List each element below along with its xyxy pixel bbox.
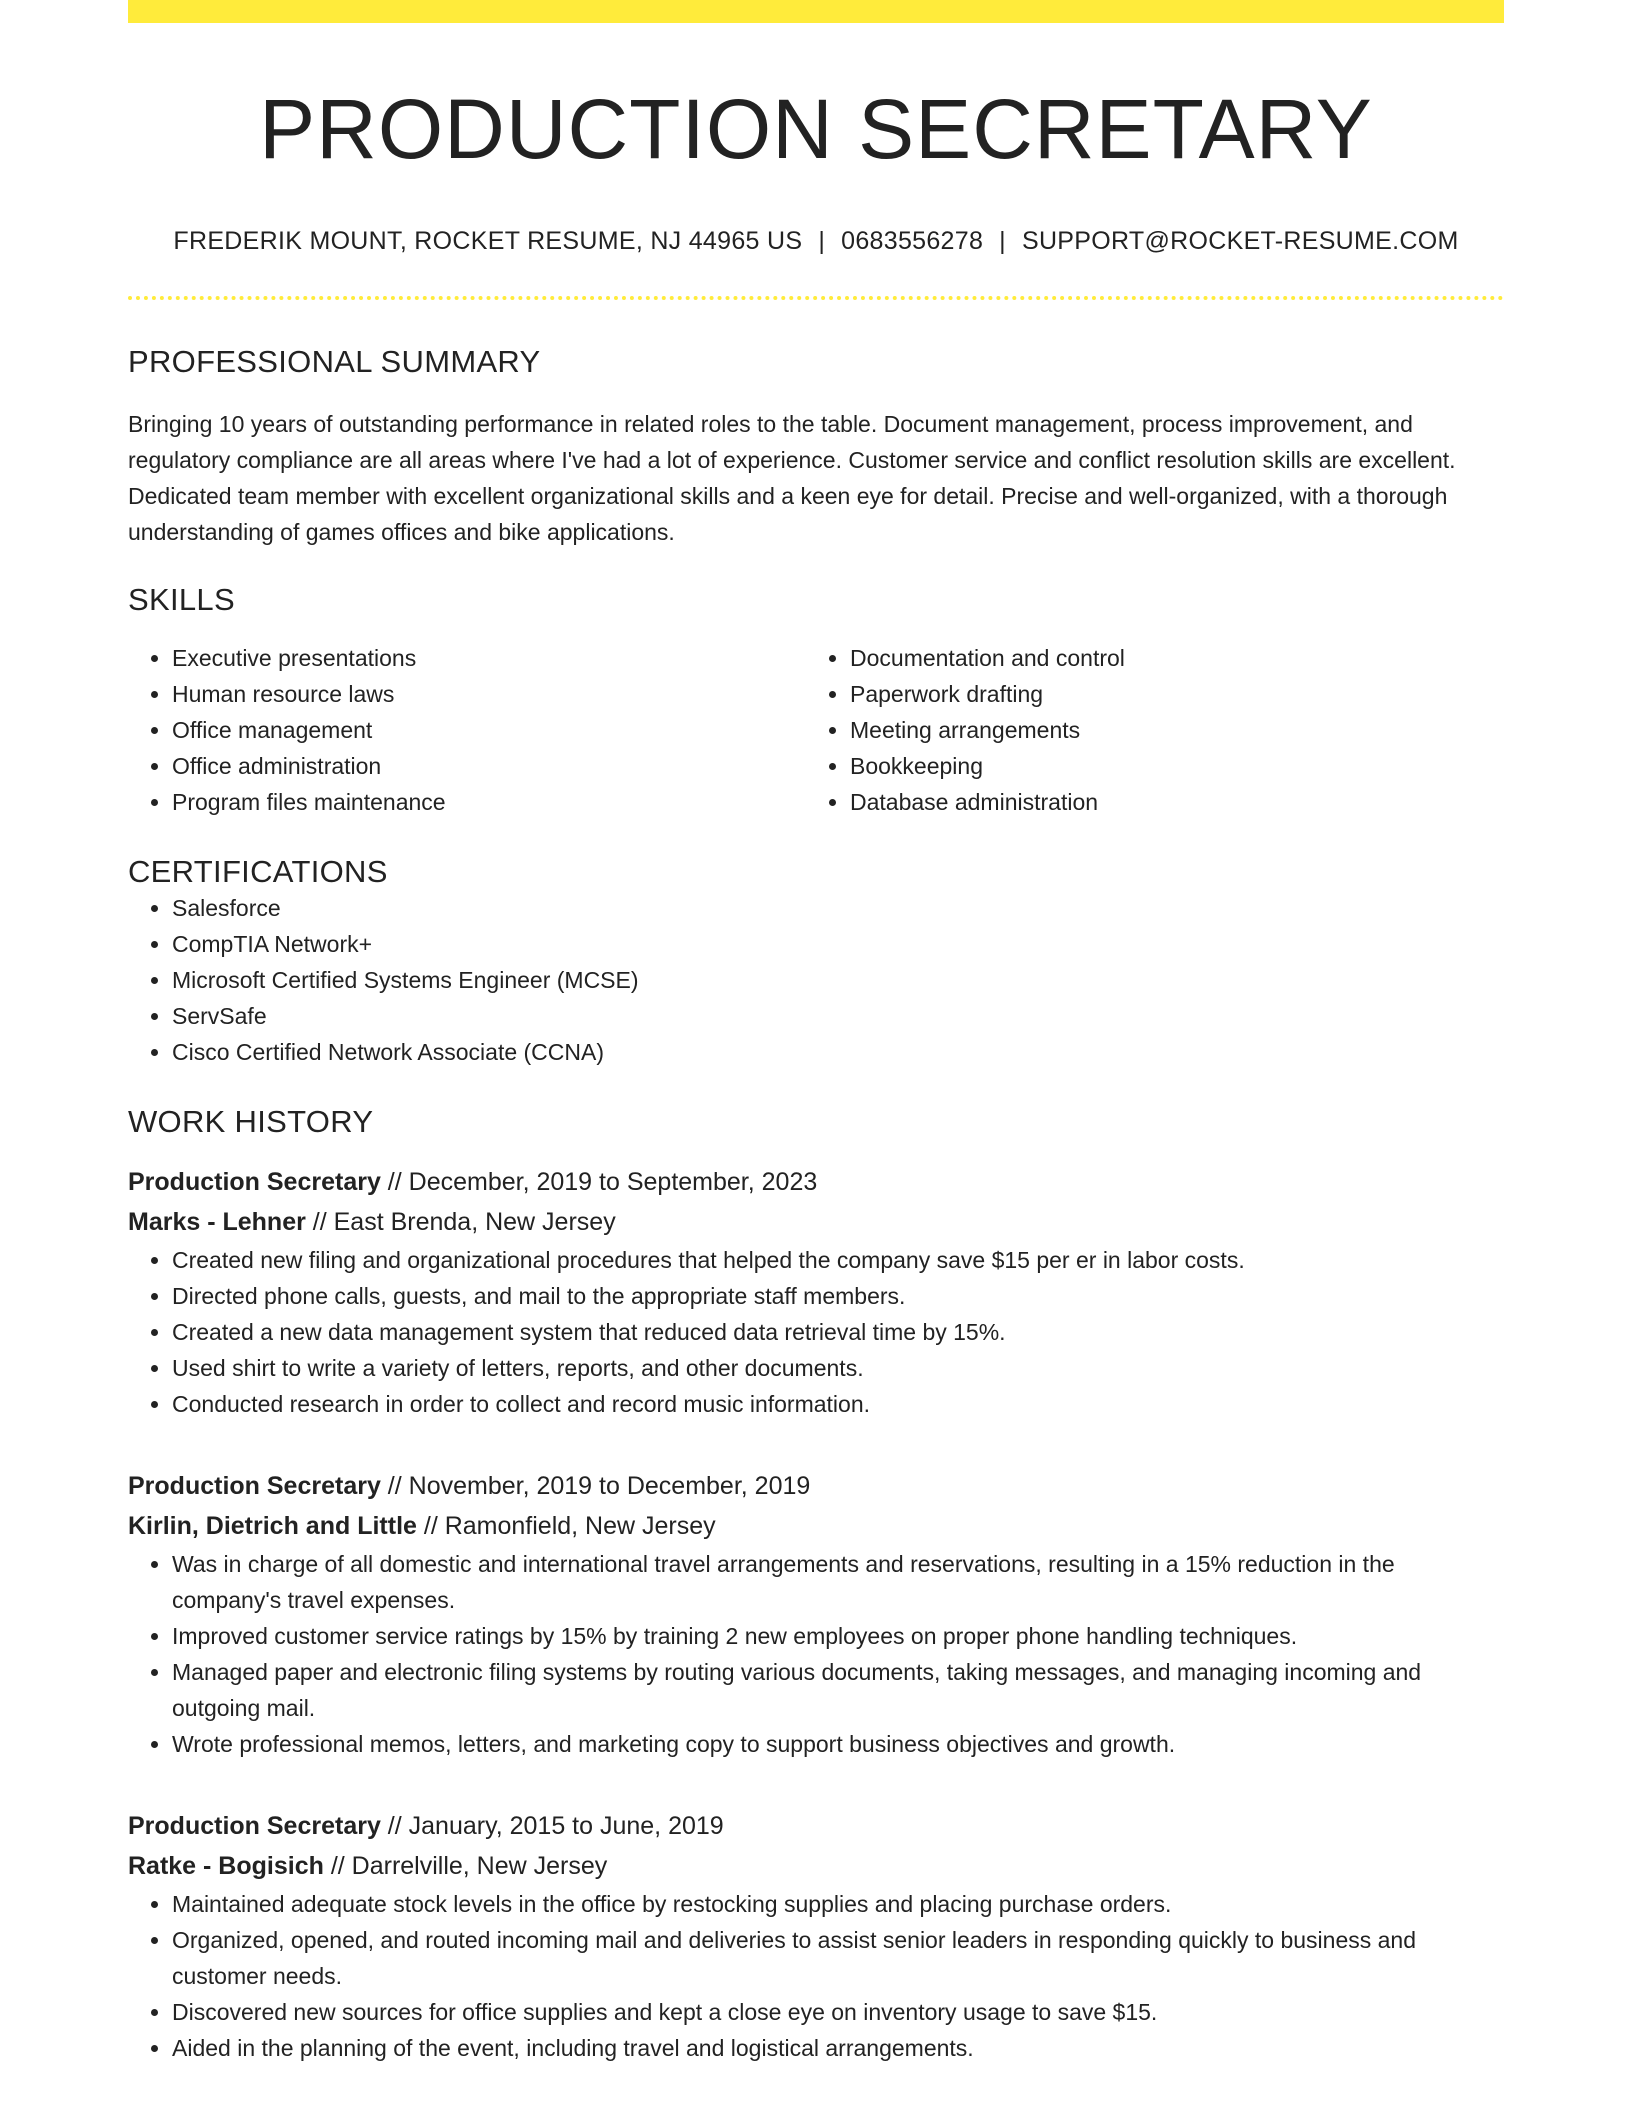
- job-bullet: • Created new filing and organizational procedures that helped the company save $15 per er in labor costs.: [172, 1242, 1504, 1278]
- job-dates: // January, 2015 to June, 2019: [380, 1812, 724, 1841]
- skill-item: • Office administration: [172, 748, 806, 784]
- job-title-line: [128, 1806, 1504, 1846]
- job-title: Production Secretary: [128, 1812, 381, 1841]
- certifications-heading: CERTIFICATIONS: [128, 854, 388, 890]
- job-bullets: [128, 1242, 1504, 1422]
- job-bullet: • Conducted research in order to collect and record music information.: [172, 1386, 1504, 1422]
- skills-list-right: [806, 640, 1484, 820]
- contact-phone: 0683556278: [841, 227, 984, 256]
- job-title: Production Secretary: [128, 1168, 381, 1197]
- resume-title: PRODUCTION SECRETARY: [259, 82, 1373, 176]
- resume-page: [128, 0, 1504, 2066]
- skill-item: • Paperwork drafting: [850, 676, 1484, 712]
- job-company-line: [128, 1846, 1504, 1886]
- job-location: // Darrelville, New Jersey: [323, 1852, 608, 1881]
- top-accent-bar: [128, 0, 1504, 23]
- job-company: Ratke - Bogisich: [128, 1852, 324, 1881]
- job-bullet: • Organized, opened, and routed incoming mail and deliveries to assist senior leaders in responding quickly to business and customer needs.: [172, 1922, 1504, 1994]
- job-title-line: [128, 1466, 1504, 1506]
- job-location: // Ramonfield, New Jersey: [416, 1512, 716, 1541]
- job-company-line: [128, 1506, 1504, 1546]
- contact-line: [128, 227, 1504, 256]
- job-entry: [128, 1806, 1504, 2066]
- skills-heading: SKILLS: [128, 582, 235, 618]
- job-title: Production Secretary: [128, 1472, 381, 1501]
- job-bullets: [128, 1886, 1504, 2066]
- job-entry: [128, 1162, 1504, 1422]
- job-bullet: • Created a new data management system that reduced data retrieval time by 15%.: [172, 1314, 1504, 1350]
- skill-item: • Executive presentations: [172, 640, 806, 676]
- skill-item: • Program files maintenance: [172, 784, 806, 820]
- summary-heading: PROFESSIONAL SUMMARY: [128, 344, 541, 380]
- job-bullet: • Aided in the planning of the event, including travel and logistical arrangements.: [172, 2030, 1504, 2066]
- summary-text: Bringing 10 years of outstanding performance in related roles to the table. Document management, process improvement, and regulatory compliance are all areas where I've had a lot of experience. Customer service and conflict resolution skills are excellent. Dedicated team member with excellent organizational skills and a keen eye for detail. Precise and well-organized, with a thorough understanding of games offices and bike applications.: [128, 411, 1456, 546]
- job-bullet: • Wrote professional memos, letters, and marketing copy to support business objectives and growth.: [172, 1726, 1504, 1762]
- skills-list-left: [128, 640, 806, 820]
- skills-column-left: [128, 640, 806, 820]
- certifications-list: [128, 890, 1504, 1070]
- job-bullet: • Discovered new sources for office supplies and kept a close eye on inventory usage to save $15.: [172, 1994, 1504, 2030]
- skill-item: • Bookkeeping: [850, 748, 1484, 784]
- skill-item: • Human resource laws: [172, 676, 806, 712]
- skills-grid: [128, 640, 1504, 820]
- contact-separator: |: [818, 227, 826, 256]
- contact-email: SUPPORT@ROCKET-RESUME.COM: [1021, 227, 1459, 256]
- job-bullet: • Used shirt to write a variety of letters, reports, and other documents.: [172, 1350, 1504, 1386]
- job-bullets: [128, 1546, 1504, 1762]
- job-company: Marks - Lehner: [128, 1208, 306, 1237]
- job-dates: // December, 2019 to September, 2023: [380, 1168, 818, 1197]
- contact-address: FREDERIK MOUNT, ROCKET RESUME, NJ 44965 US: [173, 227, 803, 256]
- certification-item: • CompTIA Network+: [172, 926, 1504, 962]
- job-location: // East Brenda, New Jersey: [305, 1208, 616, 1237]
- certification-item: • Salesforce: [172, 890, 1504, 926]
- work-history-list: [128, 1162, 1504, 2066]
- job-bullet: • Managed paper and electronic filing systems by routing various documents, taking messages, and managing incoming and outgoing mail.: [172, 1654, 1504, 1726]
- job-bullet: • Was in charge of all domestic and international travel arrangements and reservations, resulting in a 15% reduction in the company's travel expenses.: [172, 1546, 1504, 1618]
- skill-item: • Office management: [172, 712, 806, 748]
- skill-item: • Documentation and control: [850, 640, 1484, 676]
- dotted-divider: [128, 296, 1504, 300]
- work-history-heading: WORK HISTORY: [128, 1104, 374, 1140]
- skill-item: • Meeting arrangements: [850, 712, 1484, 748]
- certification-item: • Cisco Certified Network Associate (CCNA): [172, 1034, 1504, 1070]
- job-bullet: • Maintained adequate stock levels in the office by restocking supplies and placing purchase orders.: [172, 1886, 1504, 1922]
- skill-item: • Database administration: [850, 784, 1484, 820]
- job-company-line: [128, 1202, 1504, 1242]
- skills-column-right: [806, 640, 1484, 820]
- certification-item: • ServSafe: [172, 998, 1504, 1034]
- job-company: Kirlin, Dietrich and Little: [128, 1512, 417, 1541]
- job-dates: // November, 2019 to December, 2019: [380, 1472, 811, 1501]
- certification-item: • Microsoft Certified Systems Engineer (MCSE): [172, 962, 1504, 998]
- job-bullet: • Improved customer service ratings by 15% by training 2 new employees on proper phone handling techniques.: [172, 1618, 1504, 1654]
- contact-separator: |: [999, 227, 1006, 256]
- job-entry: [128, 1466, 1504, 1762]
- job-bullet: • Directed phone calls, guests, and mail to the appropriate staff members.: [172, 1278, 1504, 1314]
- job-title-line: [128, 1162, 1504, 1202]
